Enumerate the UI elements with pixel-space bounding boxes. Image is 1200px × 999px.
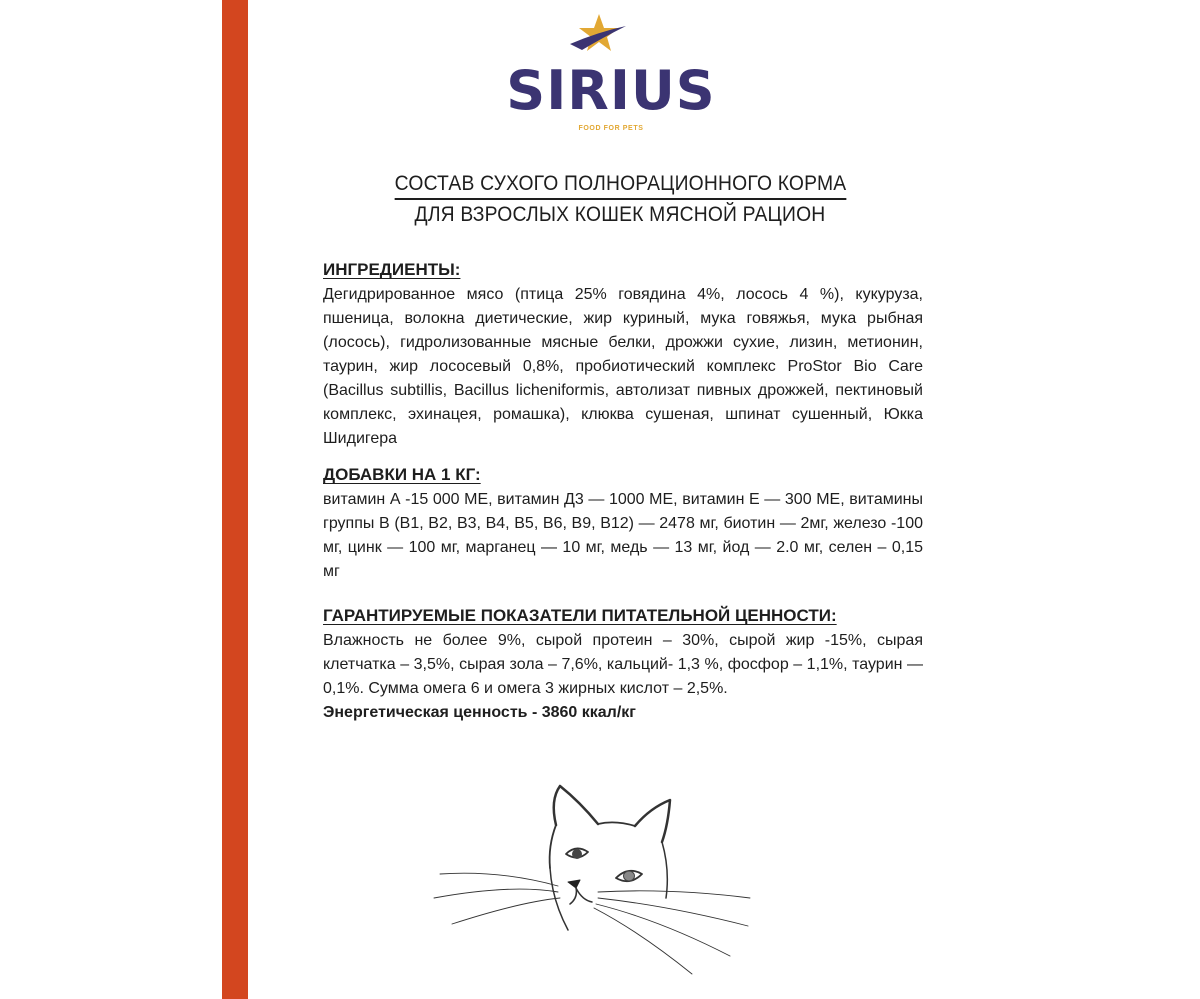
additives-heading: ДОБАВКИ НА 1 КГ: xyxy=(323,465,481,484)
brand-tagline: FOOD FOR PETS xyxy=(578,125,644,132)
additives-text: витамин А -15 000 МЕ, витамин Д3 — 1000 МЕ, витамин Е — 300 МЕ, витамины группы В (В1, В2, В3, В4, В5, В6, В9, В12) — 2478 мг, биотин — 2мг, железо -100 мг, цинк — 100 мг, марганец — 10 мг, медь — 13 мг, йод — 2.0 мг, селен – 0,15 мг xyxy=(323,491,923,580)
title-line-2: ДЛЯ ВЗРОСЛЫХ КОШЕК МЯСНОЙ РАЦИОН xyxy=(414,203,826,226)
cat-face-icon xyxy=(430,780,760,980)
ingredients-heading: ИНГРЕДИЕНТЫ: xyxy=(323,260,461,279)
nutrition-heading: ГАРАНТИРУЕМЫЕ ПОКАЗАТЕЛИ ПИТАТЕЛЬНОЙ ЦЕННОСТИ: xyxy=(323,606,837,625)
brand-name: SIRIUS xyxy=(506,59,716,122)
composition-content xyxy=(323,258,923,737)
orange-side-stripe xyxy=(222,0,248,999)
energy-value: Энергетическая ценность - 3860 ккал/кг xyxy=(323,704,636,721)
nutrition-text: Влажность не более 9%, сырой протеин – 30%, сырой жир -15%, сырая клетчатка – 3,5%, сырая зола – 7,6%, кальций- 1,3 %, фосфор – 1,1%, таурин — 0,1%. Сумма омега 6 и омега 3 жирных кислот – 2,5%. xyxy=(323,632,923,697)
document-title xyxy=(300,170,940,230)
title-line-1: СОСТАВ СУХОГО ПОЛНОРАЦИОННОГО КОРМА xyxy=(394,170,846,200)
ingredients-text: Дегидрированное мясо (птица 25% говядина 4%, лосось 4 %), кукуруза, пшеница, волокна диетические, жир куриный, мука говяжья, мука рыбная (лосось), гидролизованные мясные белки, дрожжи сухие, лизин, метионин, таурин, жир лососевый 0,8%, пробиотический комплекс ProStor Bio Care (Bacillus subtillis, Bacillus licheniformis, автолизат пивных дрожжей, пектиновый комплекс, эхинацея, ромашка), клюква сушеная, шпинат сушенный, Юкка Шидигера xyxy=(323,286,923,447)
brand-logo xyxy=(498,14,724,134)
